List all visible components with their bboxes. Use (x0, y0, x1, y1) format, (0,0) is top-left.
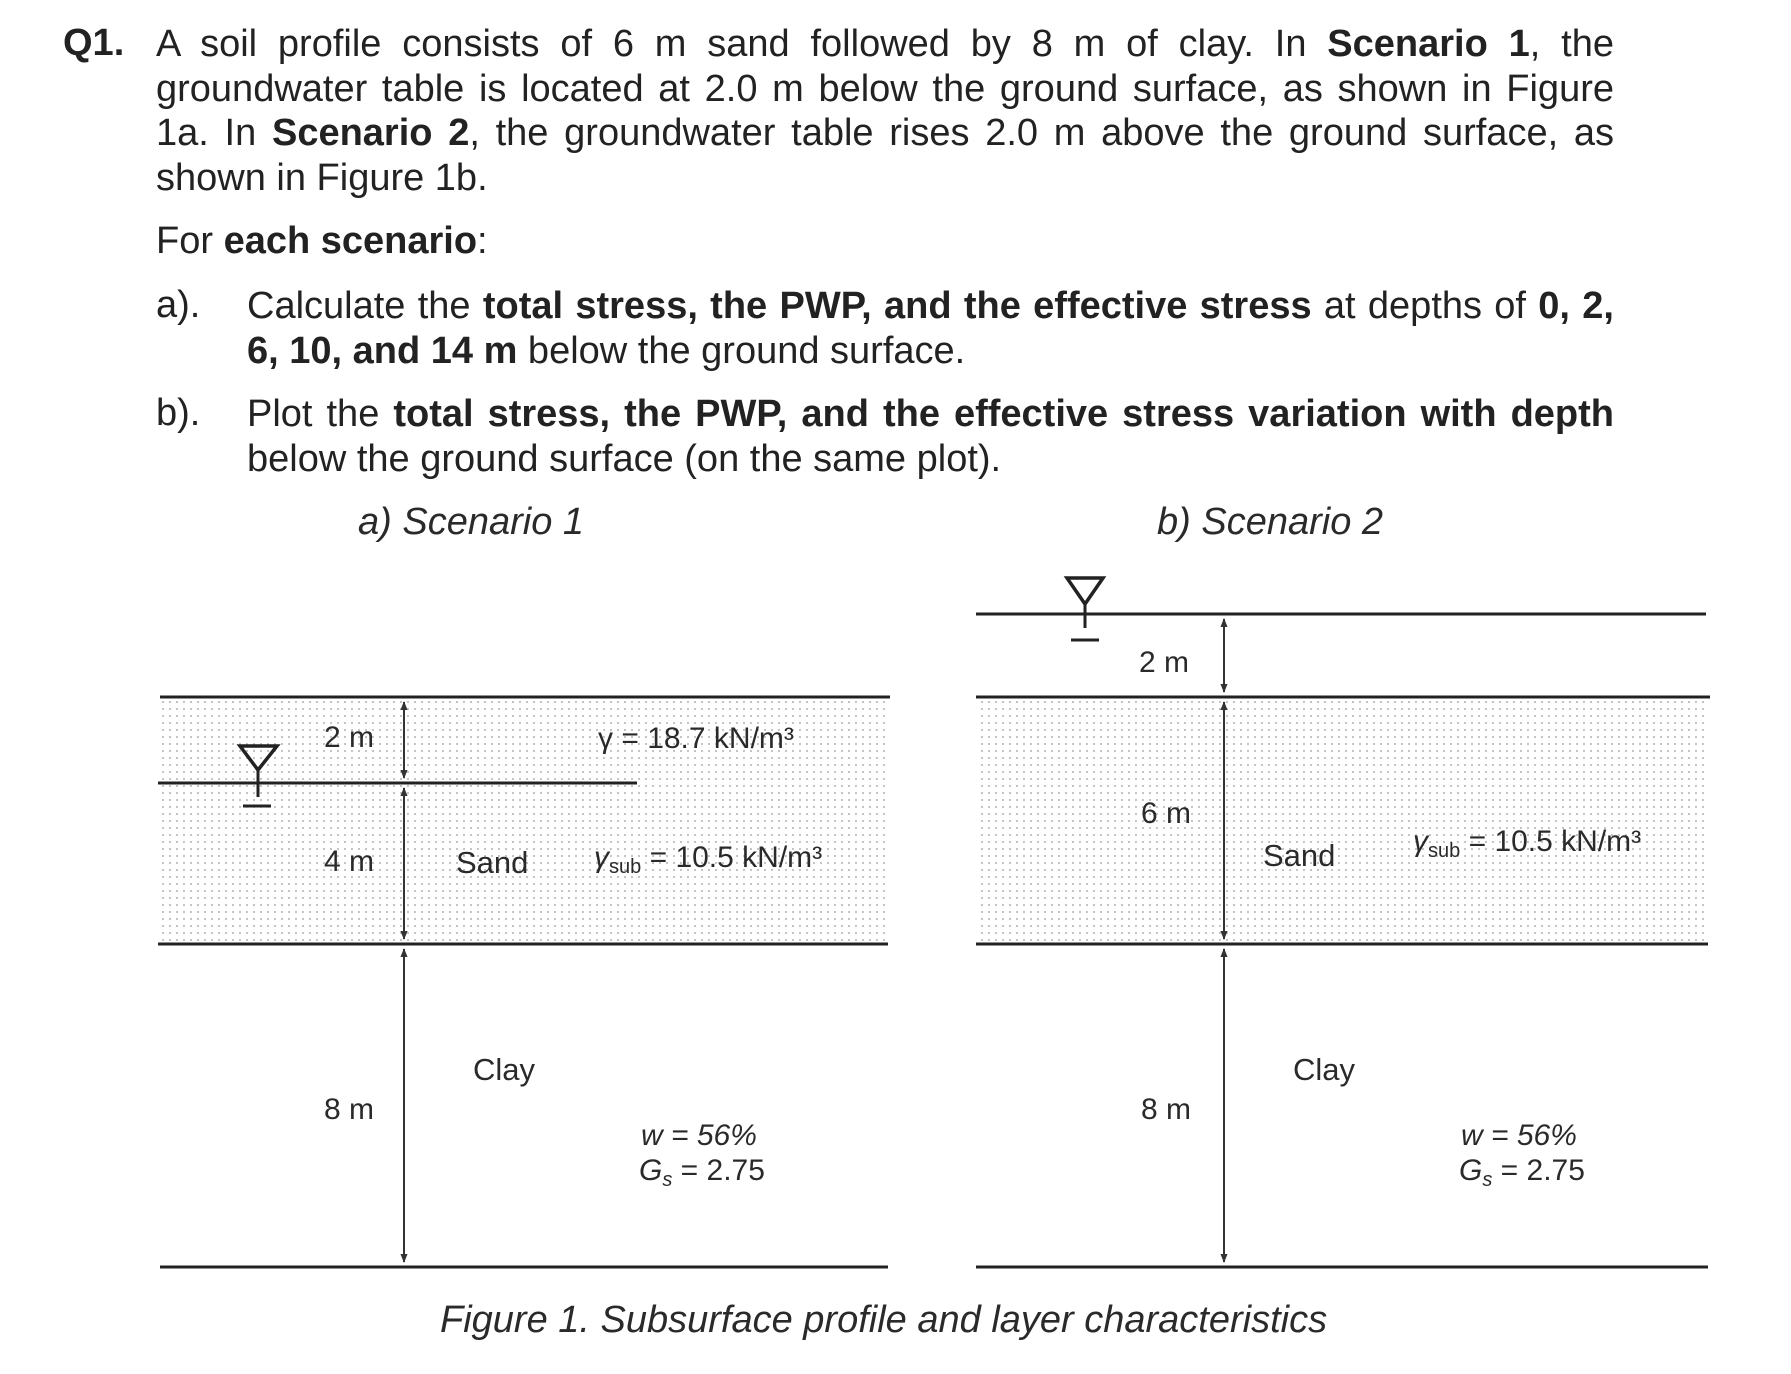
gs-symbol: G (639, 1154, 663, 1187)
part-a-t2: at depths of (1311, 285, 1539, 327)
question-text-2: , the groundwater table is located at 2.0 m below the ground surface, as shown in Figure 1a. In (156, 23, 1614, 154)
sand-label: Sand (456, 845, 529, 880)
scenario-1-title: a) Scenario 1 (358, 501, 585, 543)
gamma-sub-value: = 10.5 kN/m³ (1460, 825, 1642, 858)
dim-label-8m: 8 m (1141, 1093, 1192, 1126)
clay-label: Clay (473, 1052, 536, 1087)
question-text-1: A soil profile consists of 6 m sand followed by 8 m of clay. In (156, 23, 1328, 65)
part-b-t1: Plot the (247, 393, 394, 435)
gamma-sub-value: = 10.5 kN/m³ (641, 841, 823, 874)
scenario-2-diagram (976, 578, 1710, 1267)
dim-label-8m: 8 m (324, 1093, 375, 1126)
figure-caption: Figure 1. Subsurface profile and layer characteristics (440, 1299, 1328, 1341)
part-a-t3: below the ground surface. (517, 329, 966, 372)
water-content-label: w = 56% (641, 1119, 757, 1152)
gamma-sub-symbol: γ (1413, 825, 1428, 858)
sand-label: Sand (1263, 838, 1336, 873)
clay-label: Clay (1293, 1052, 1356, 1087)
gs-subscript: s (1482, 1169, 1493, 1191)
dim-label-4m: 4 m (324, 845, 375, 878)
scenario-2-term: Scenario 2 (271, 112, 470, 154)
dim-label-2m: 2 m (1139, 646, 1190, 679)
gs-symbol: G (1459, 1154, 1483, 1187)
for-each-suffix: : (477, 220, 488, 262)
sand-layer-fill (976, 697, 1706, 944)
part-a-b1: total stress, the PWP, and the effective stress (482, 285, 1312, 327)
scenario-2-title: b) Scenario 2 (1157, 501, 1384, 543)
gamma-sub-symbol: γ (594, 841, 609, 874)
part-b-t2: below the ground surface (on the same plot). (247, 437, 1002, 480)
question-number: Q1. (63, 22, 125, 64)
part-a-label: a). (156, 284, 201, 326)
water-table-icon (1067, 578, 1103, 640)
gamma-sub-subscript: sub (1428, 840, 1461, 862)
gs-subscript: s (662, 1169, 673, 1191)
for-each-bold: each scenario (223, 220, 478, 262)
gs-label (1459, 1154, 1585, 1191)
scenario-1-term: Scenario 1 (1327, 23, 1530, 65)
gamma-label: γ = 18.7 kN/m³ (598, 722, 794, 755)
water-content-label: w = 56% (1461, 1119, 1577, 1152)
part-b-label: b). (156, 392, 201, 434)
dim-label-2m: 2 m (324, 721, 375, 754)
gamma-sub-subscript: sub (609, 856, 642, 878)
part-a-b2: 0, 2, 6, 10, and 14 m (247, 285, 1614, 372)
gs-label (639, 1154, 765, 1191)
question-text-3: , the groundwater table rises 2.0 m above the ground surface, as shown in Figure 1b. (156, 112, 1614, 199)
gs-value: = 2.75 (1492, 1154, 1585, 1187)
dim-label-6m: 6 m (1141, 797, 1192, 830)
part-b-b1: total stress, the PWP, and the effective stress variation with depth (393, 393, 1614, 435)
gs-value: = 2.75 (672, 1154, 765, 1187)
for-each-prefix: For (156, 220, 224, 262)
scenario-1-diagram (158, 697, 890, 1267)
part-a-t1: Calculate the (247, 285, 483, 327)
